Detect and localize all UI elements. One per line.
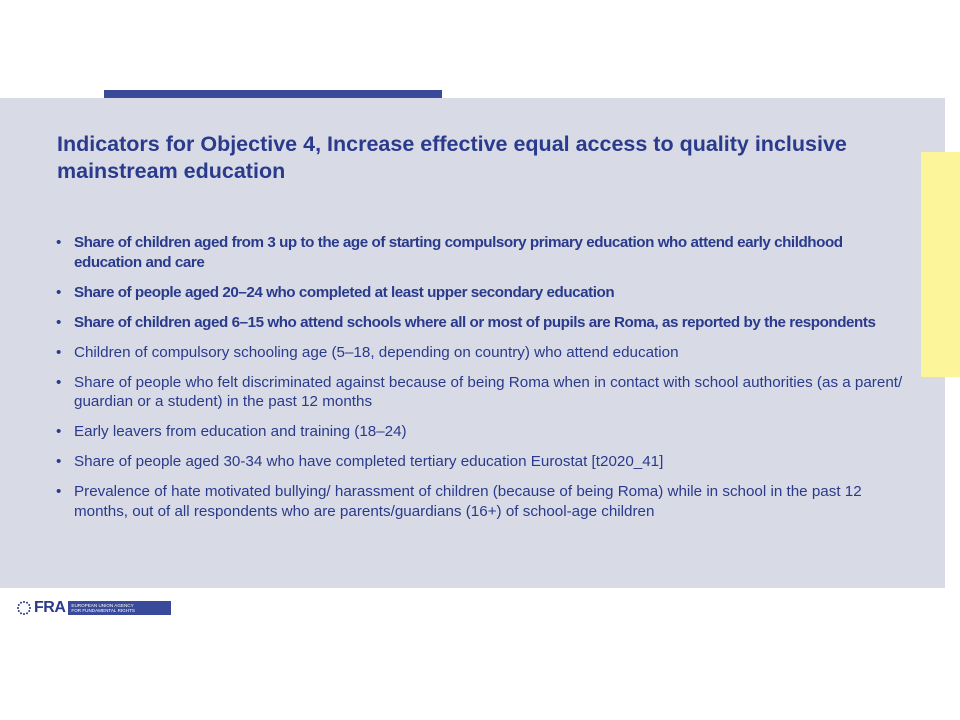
title-accent-bar — [104, 90, 442, 98]
logo-wordmark: FRA — [34, 599, 66, 616]
indicator-item — [56, 283, 908, 303]
indicator-item — [56, 482, 908, 521]
bullet-marker: • — [56, 423, 62, 440]
indicator-text: Share of people who felt discriminated against because of being Roma when in contact with school authorities (as a parent/ guardian or a student) in the past 12 months — [74, 373, 903, 410]
bullet-marker: • — [56, 313, 61, 331]
indicator-item — [56, 452, 908, 472]
logo-agency-line1: EUROPEAN UNION AGENCY — [71, 603, 134, 608]
indicator-text: Share of children aged from 3 up to the age of starting compulsory primary education who attend early childhood education and care — [74, 234, 843, 271]
indicator-list — [56, 233, 908, 532]
bullet-marker: • — [56, 234, 61, 251]
indicator-item — [56, 422, 908, 442]
indicator-item — [56, 373, 908, 412]
indicator-item — [56, 233, 908, 272]
bullet-marker: • — [56, 343, 62, 361]
indicator-text: Share of people aged 30-34 who have completed tertiary education Eurostat [t2020_41] — [74, 453, 664, 470]
indicator-text: Share of children aged 6–15 who attend schools where all or most of pupils are Roma, as reported by the respondents — [74, 313, 876, 331]
indicator-text: Children of compulsory schooling age (5–18, depending on country) who attend education — [74, 343, 679, 361]
side-highlight-tab — [921, 152, 960, 377]
slide-title: Indicators for Objective 4, Increase effective equal access to quality inclusive mainstream education — [57, 132, 847, 183]
indicator-text: Early leavers from education and training (18–24) — [74, 423, 407, 440]
fra-logo — [16, 600, 194, 616]
eu-stars-icon — [16, 600, 32, 616]
bullet-marker: • — [56, 453, 62, 470]
bullet-marker: • — [56, 373, 62, 391]
indicator-item — [56, 313, 908, 333]
bullet-marker: • — [56, 283, 61, 301]
bullet-marker: • — [56, 483, 62, 500]
logo-agency-box — [68, 601, 171, 615]
indicator-item — [56, 343, 908, 363]
indicator-text: Prevalence of hate motivated bullying/ harassment of children (because of being Roma) while in school in the past 12 months, out of all respondents who are parents/guardians (16+) of school-age children — [74, 483, 862, 520]
logo-agency-line2: FOR FUNDAMENTAL RIGHTS — [71, 608, 135, 613]
indicator-text: Share of people aged 20–24 who completed at least upper secondary education — [74, 283, 615, 301]
